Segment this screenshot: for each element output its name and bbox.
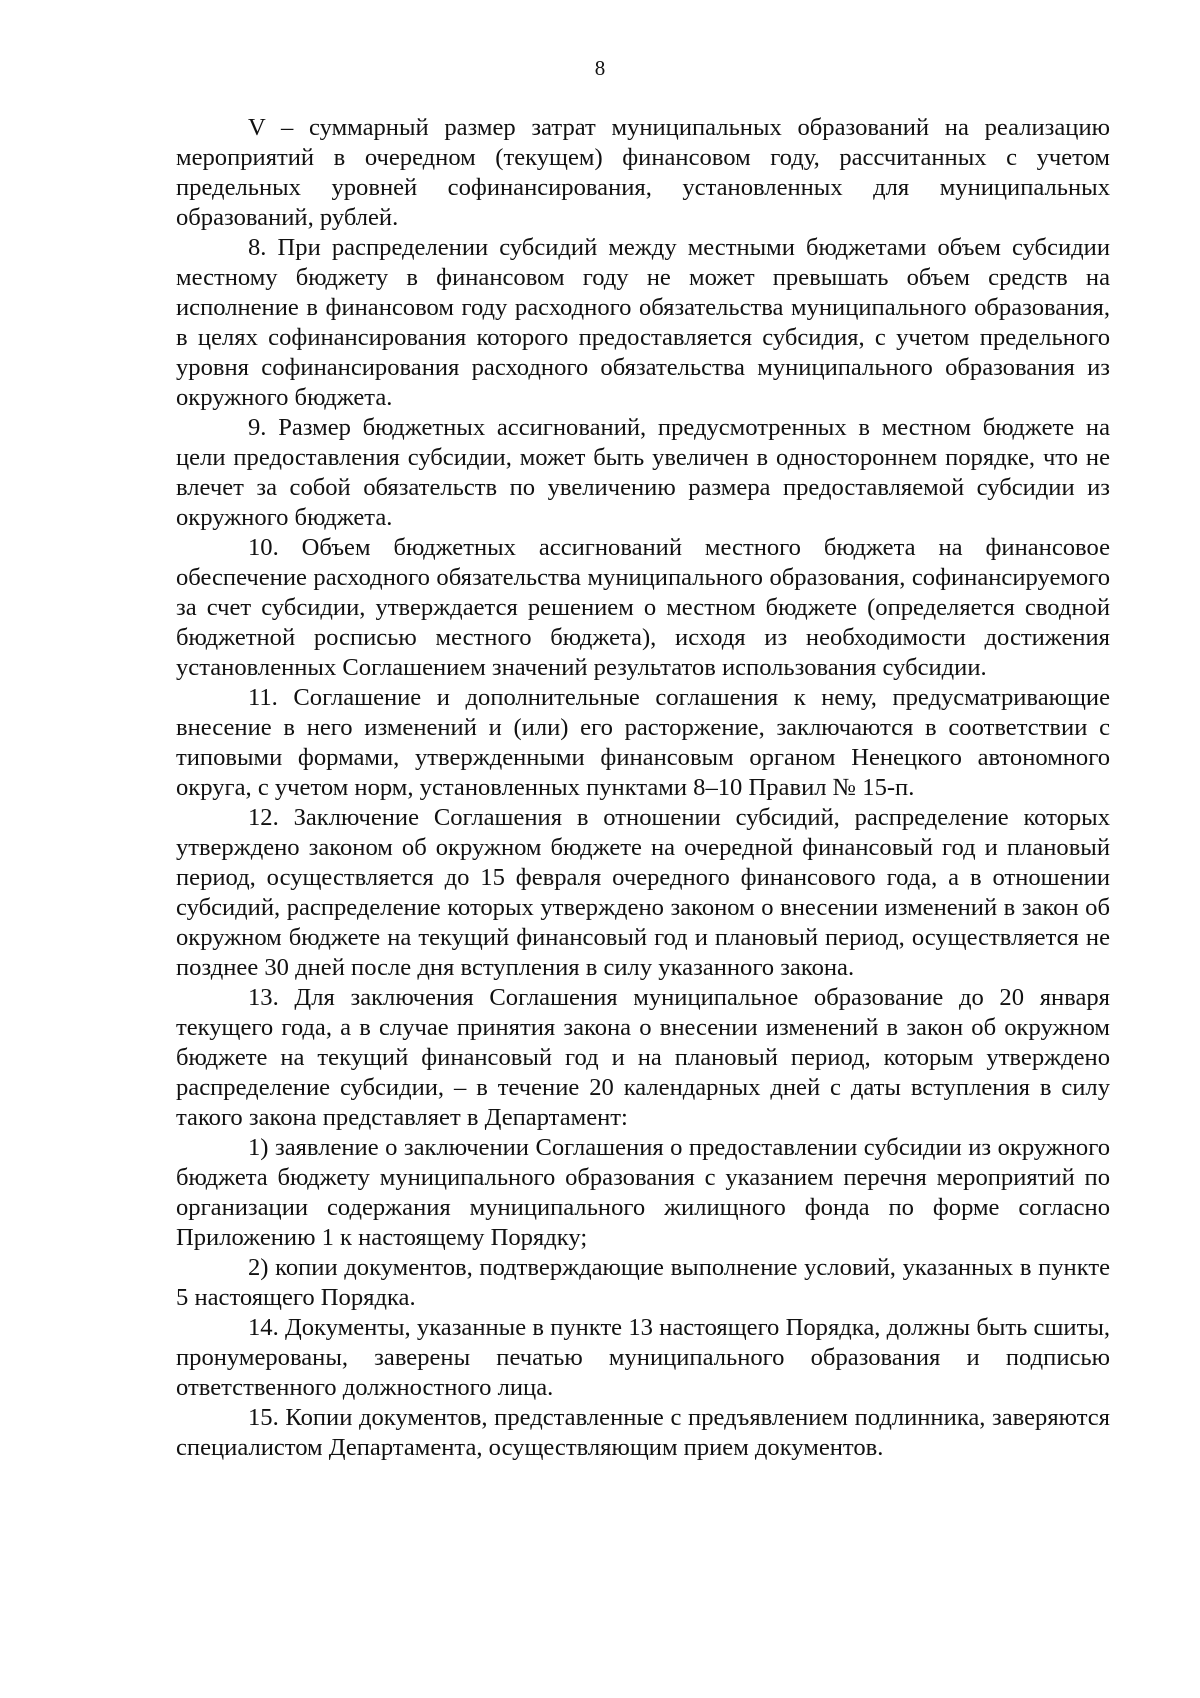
page-number: 8 bbox=[594, 56, 606, 80]
paragraph-14: 14. Документы, указанные в пункте 13 настоящего Порядка, должны быть сшиты, пронумерованы, заверены печатью муниципального образования и подписью ответственного должностного лица. bbox=[176, 1314, 1110, 1401]
document-body bbox=[176, 113, 1110, 1463]
paragraph-13-item-1: 1) заявление о заключении Соглашения о предоставлении субсидии из окружного бюджета бюджету муниципального образования с указанием перечня мероприятий по организации содержания муниципального жилищного фонда по форме согласно Приложению 1 к настоящему Порядку; bbox=[176, 1134, 1110, 1251]
paragraph-12: 12. Заключение Соглашения в отношении субсидий, распределение которых утверждено законом об окружном бюджете на очередной финансовый год и плановый период, осуществляется до 15 февраля очередного финансового года, а в отношении субсидий, распределение которых утверждено законом о внесении изменений в закон об окружном бюджете на текущий финансовый год и плановый период, осуществляется не позднее 30 дней после дня вступления в силу указанного закона. bbox=[176, 804, 1110, 981]
paragraph-v-definition: V – суммарный размер затрат муниципальных образований на реализацию мероприятий в очередном (текущем) финансовом году, рассчитанных с учетом предельных уровней софинансирования, установленных для муниципальных образований, рублей. bbox=[176, 114, 1110, 231]
paragraph-9: 9. Размер бюджетных ассигнований, предусмотренных в местном бюджете на цели предоставления субсидии, может быть увеличен в одностороннем порядке, что не влечет за собой обязательств по увеличению размера предоставляемой субсидии из окружного бюджета. bbox=[176, 414, 1110, 531]
paragraph-8: 8. При распределении субсидий между местными бюджетами объем субсидии местному бюджету в финансовом году не может превышать объем средств на исполнение в финансовом году расходного обязательства муниципального образования, в целях софинансирования которого предоставляется субсидия, с учетом предельного уровня софинансирования расходного обязательства муниципального образования из окружного бюджета. bbox=[176, 234, 1110, 411]
paragraph-10: 10. Объем бюджетных ассигнований местного бюджета на финансовое обеспечение расходного обязательства муниципального образования, софинансируемого за счет субсидии, утверждается решением о местном бюджете (определяется сводной бюджетной росписью местного бюджета), исходя из необходимости достижения установленных Соглашением значений результатов использования субсидии. bbox=[176, 534, 1110, 681]
paragraph-13-item-2: 2) копии документов, подтверждающие выполнение условий, указанных в пункте 5 настоящего Порядка. bbox=[176, 1254, 1110, 1311]
paragraph-15: 15. Копии документов, представленные с предъявлением подлинника, заверяются специалистом Департамента, осуществляющим прием документов. bbox=[176, 1404, 1110, 1461]
paragraph-11: 11. Соглашение и дополнительные соглашения к нему, предусматривающие внесение в него изменений и (или) его расторжение, заключаются в соответствии с типовыми формами, утвержденными финансовым органом Ненецкого автономного округа, с учетом норм, установленных пунктами 8–10 Правил № 15-п. bbox=[176, 684, 1110, 801]
paragraph-13: 13. Для заключения Соглашения муниципальное образование до 20 января текущего года, а в случае принятия закона о внесении изменений в закон об окружном бюджете на текущий финансовый год и на плановый период, которым утверждено распределение субсидии, – в течение 20 календарных дней с даты вступления в силу такого закона представляет в Департамент: bbox=[176, 984, 1110, 1131]
